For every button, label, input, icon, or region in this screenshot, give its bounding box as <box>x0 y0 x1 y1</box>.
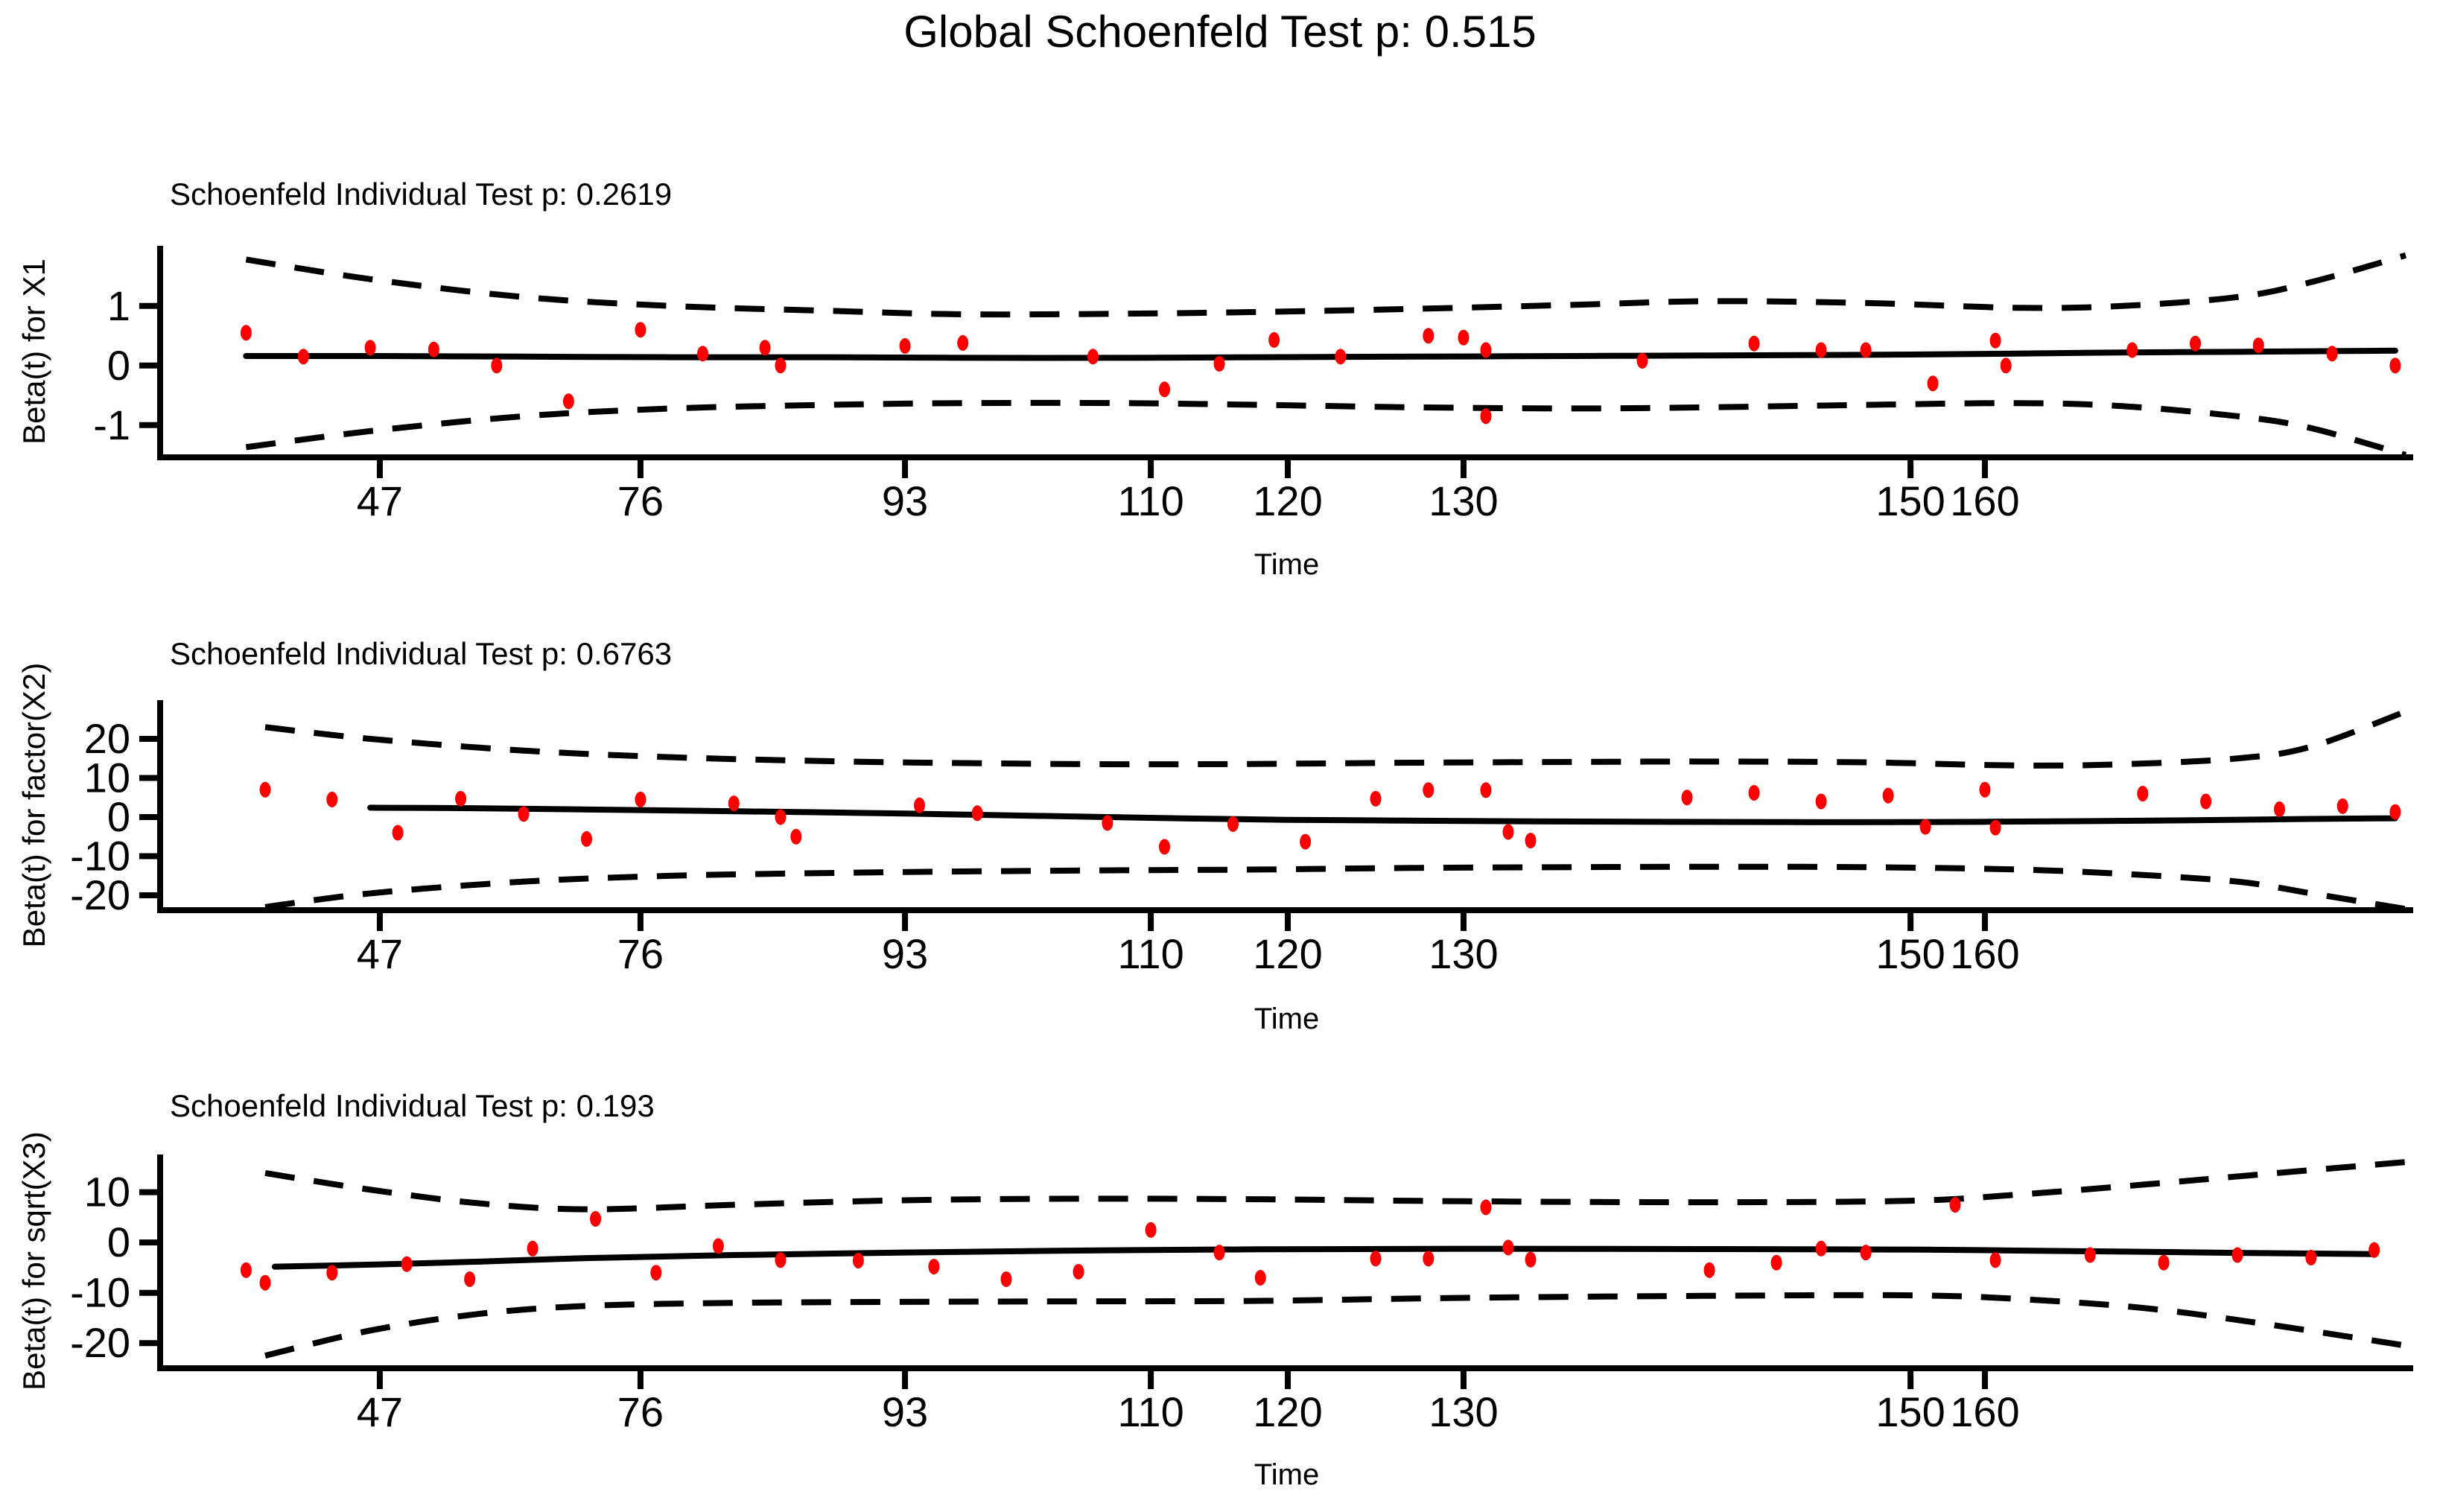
panel-1-plot-area <box>93 246 2413 524</box>
data-point <box>1423 782 1434 798</box>
y-tick-label: 0 <box>107 1219 130 1266</box>
data-point <box>241 1262 252 1278</box>
data-point <box>1883 788 1894 804</box>
panel-2-title: Schoenfeld Individual Test p: 0.6763 <box>170 636 673 671</box>
y-tick-label: 10 <box>83 1168 130 1216</box>
data-point <box>464 1271 475 1287</box>
data-point <box>635 792 646 807</box>
data-point <box>2368 1242 2380 1258</box>
y-tick-label: 10 <box>83 754 130 801</box>
x-tick-label: 120 <box>1253 1388 1323 1435</box>
data-point <box>428 342 439 358</box>
residual-points <box>241 322 2401 424</box>
y-tick-label: -1 <box>93 401 130 448</box>
y-tick-label: -20 <box>70 871 130 919</box>
data-point <box>1816 343 1827 358</box>
data-point <box>401 1257 413 1272</box>
data-point <box>527 1241 538 1257</box>
x-tick-label: 47 <box>356 477 404 524</box>
x-tick-label: 150 <box>1875 1388 1945 1435</box>
data-point <box>2126 343 2138 358</box>
data-point <box>1861 1245 1872 1260</box>
global-title: Global Schoenfeld Test p: 0.515 <box>903 7 1537 57</box>
data-point <box>1480 343 1491 358</box>
panel-1-x-axis-label: Time <box>1254 548 1320 581</box>
data-point <box>2274 801 2285 817</box>
data-point <box>1423 328 1434 343</box>
upper-ci-band <box>265 1162 2406 1209</box>
data-point <box>2231 1248 2243 1263</box>
data-point <box>728 795 740 811</box>
data-point <box>2001 358 2012 373</box>
data-point <box>713 1238 724 1254</box>
data-point <box>2337 798 2348 814</box>
data-point <box>2389 358 2401 373</box>
data-point <box>260 782 271 798</box>
x-tick-label: 120 <box>1253 477 1323 524</box>
data-point <box>1749 785 1760 801</box>
data-point <box>1816 1241 1827 1257</box>
x-tick-label: 160 <box>1950 1388 2020 1435</box>
panel-2-y-axis-label: Beta(t) for factor(X2) <box>16 662 51 948</box>
y-tick-label: -20 <box>70 1319 130 1367</box>
data-point <box>1682 790 1693 805</box>
data-point <box>2137 786 2148 801</box>
data-point <box>1637 353 1648 369</box>
data-point <box>853 1253 864 1268</box>
x-tick-label: 76 <box>617 477 664 524</box>
data-point <box>1525 1252 1536 1268</box>
data-point <box>1771 1255 1782 1271</box>
data-point <box>491 358 502 373</box>
data-point <box>2190 336 2201 352</box>
x-tick-label: 130 <box>1429 930 1499 977</box>
data-point <box>1480 1199 1491 1215</box>
data-point <box>1979 782 1990 798</box>
data-point <box>1268 332 1280 348</box>
x-tick-label: 120 <box>1253 930 1323 977</box>
upper-ci-band <box>246 255 2406 314</box>
smooth-line <box>275 1249 2374 1267</box>
data-point <box>928 1259 939 1274</box>
data-point <box>1458 330 1469 346</box>
x-tick-label: 93 <box>881 1388 929 1435</box>
data-point <box>635 322 646 337</box>
y-tick-label: 20 <box>83 714 130 762</box>
data-point <box>326 792 337 807</box>
data-point <box>1087 349 1099 364</box>
panel-3-title: Schoenfeld Individual Test p: 0.193 <box>170 1088 655 1123</box>
data-point <box>1990 333 2001 349</box>
data-point <box>914 798 925 813</box>
data-point <box>1370 1251 1381 1266</box>
data-point <box>1920 819 1931 835</box>
data-point <box>1704 1262 1715 1278</box>
y-tick-label: -10 <box>70 1268 130 1316</box>
x-tick-label: 76 <box>617 1388 664 1435</box>
data-point <box>1928 375 1939 391</box>
x-tick-label: 150 <box>1875 477 1945 524</box>
x-tick-label: 47 <box>356 1388 404 1435</box>
data-point <box>326 1265 337 1280</box>
data-point <box>2158 1255 2170 1271</box>
smooth-line <box>246 351 2395 358</box>
panel-2-plot-area <box>70 700 2413 977</box>
lower-ci-band <box>265 1295 2406 1356</box>
lower-ci-band <box>265 867 2406 909</box>
data-point <box>1950 1197 1961 1213</box>
data-point <box>563 393 574 409</box>
smooth-line <box>370 807 2395 822</box>
data-point <box>775 810 786 825</box>
y-tick-label: 0 <box>107 341 130 389</box>
data-point <box>1502 824 1513 839</box>
data-point <box>790 829 801 845</box>
y-tick-label: 0 <box>107 793 130 841</box>
x-tick-label: 130 <box>1429 1388 1499 1435</box>
data-point <box>1214 356 1225 372</box>
data-point <box>1990 820 2001 836</box>
data-point <box>775 358 786 373</box>
data-point <box>1990 1252 2001 1268</box>
data-point <box>2305 1250 2316 1265</box>
data-point <box>775 1252 786 1268</box>
data-point <box>697 346 708 361</box>
data-point <box>2327 346 2338 361</box>
panel-3-y-axis-label: Beta(t) for sqrt(X3) <box>16 1131 51 1391</box>
data-point <box>1525 833 1536 848</box>
data-point <box>650 1265 661 1280</box>
data-point <box>1227 816 1239 832</box>
data-point <box>260 1275 271 1291</box>
data-point <box>1423 1251 1434 1266</box>
x-tick-label: 110 <box>1117 930 1184 977</box>
data-point <box>1502 1239 1513 1255</box>
panel-3-plot-area <box>70 1154 2413 1435</box>
y-tick-label: 1 <box>107 282 130 329</box>
data-point <box>972 805 983 821</box>
data-point <box>298 349 309 364</box>
data-point <box>455 791 466 807</box>
data-point <box>1102 815 1113 830</box>
data-point <box>1300 834 1311 850</box>
x-tick-label: 110 <box>1117 477 1184 524</box>
data-point <box>1861 343 1872 358</box>
data-point <box>1214 1245 1225 1260</box>
data-point <box>957 335 968 351</box>
data-point <box>1749 336 1760 352</box>
data-point <box>1159 839 1170 854</box>
data-point <box>393 825 404 841</box>
x-tick-label: 76 <box>617 930 664 977</box>
data-point <box>2253 337 2264 353</box>
x-tick-label: 47 <box>356 930 404 977</box>
data-point <box>2389 804 2401 820</box>
data-point <box>581 831 592 847</box>
data-point <box>1480 408 1491 424</box>
data-point <box>1146 1222 1157 1238</box>
panel-3-x-axis-label: Time <box>1254 1458 1320 1491</box>
data-point <box>2085 1248 2096 1263</box>
data-point <box>518 806 530 822</box>
upper-ci-band <box>265 711 2406 766</box>
data-point <box>241 325 252 340</box>
panel-1-title: Schoenfeld Individual Test p: 0.2619 <box>170 177 673 212</box>
data-point <box>1370 791 1381 807</box>
data-point <box>1480 782 1491 798</box>
x-tick-label: 93 <box>881 477 929 524</box>
x-tick-label: 160 <box>1950 930 2020 977</box>
x-tick-label: 130 <box>1429 477 1499 524</box>
data-point <box>1255 1270 1266 1286</box>
panel-2-x-axis-label: Time <box>1254 1003 1320 1035</box>
data-point <box>1073 1264 1084 1280</box>
x-tick-label: 93 <box>881 930 929 977</box>
data-point <box>1159 381 1170 397</box>
y-tick-label: -10 <box>70 832 130 880</box>
data-point <box>1816 794 1827 810</box>
x-tick-label: 110 <box>1117 1388 1184 1435</box>
x-tick-label: 160 <box>1950 477 2020 524</box>
data-point <box>760 340 771 355</box>
data-point <box>1000 1271 1011 1287</box>
lower-ci-band <box>246 403 2406 455</box>
data-point <box>2200 794 2211 810</box>
data-point <box>1335 349 1346 364</box>
data-point <box>590 1211 601 1227</box>
panel-1-y-axis-label: Beta(t) for X1 <box>16 258 51 445</box>
data-point <box>900 338 911 354</box>
x-tick-label: 150 <box>1875 930 1945 977</box>
data-point <box>365 340 376 355</box>
